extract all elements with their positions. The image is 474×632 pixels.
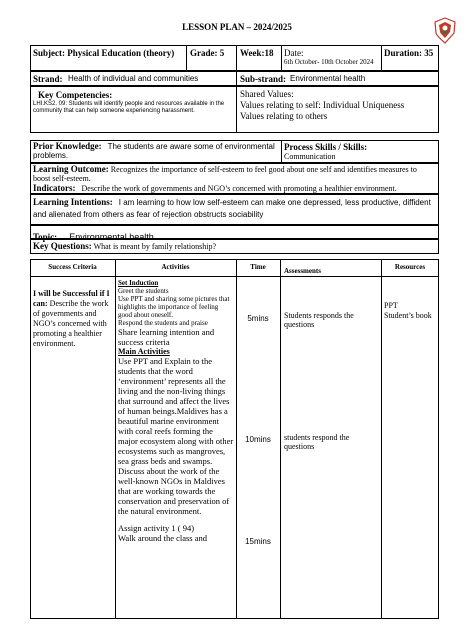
set-induction-line: Respond the students and praise bbox=[118, 319, 208, 327]
date-label: Date: bbox=[284, 48, 304, 58]
activities-cell bbox=[118, 279, 234, 543]
shared-values-self: Values relating to self: Individual Uniqueness bbox=[240, 100, 405, 110]
main-activities-title: Main Activities bbox=[118, 347, 170, 356]
indicators-label: Indicators: bbox=[33, 183, 76, 193]
assign-text: Assign activity 1 ( 94) bbox=[118, 523, 195, 533]
topic-value: Environmental health bbox=[69, 232, 154, 242]
header-time: Time bbox=[250, 263, 266, 271]
prior-knowledge-label: Prior Knowledge: bbox=[33, 141, 102, 151]
discuss-text: Discuss about the work of the well-known NGOs in Maldives that are working towards the conservation and preservation of the natural environment. bbox=[118, 466, 230, 516]
key-questions-value: What is meant by family relationship? bbox=[93, 242, 217, 251]
duration-label: Duration: 35 bbox=[384, 48, 434, 58]
resource-ppt: PPT bbox=[384, 301, 398, 310]
assessment-1: Students responds the questions bbox=[284, 311, 354, 329]
set-induction-line: Use PPT and sharing some pictures that highlights the importance of feeling good about oneself. bbox=[118, 295, 230, 319]
header-success-criteria: Success Criteria bbox=[48, 263, 97, 271]
indicators bbox=[33, 184, 435, 193]
process-skills-value: Communication bbox=[284, 152, 336, 161]
page-title: LESSON PLAN – 2024/2025 bbox=[182, 22, 292, 32]
prior-knowledge bbox=[33, 142, 278, 160]
learning-outcome-text: Recognizes the importance of self-esteem to feel good about one self and identifies measures to boost self-esteem. bbox=[33, 165, 417, 183]
shared-values-others: Values relating to others bbox=[240, 111, 328, 121]
learning-intentions-text: I am learning to how low self-esteem can make one depressed, less productive, diffident and alienated from others as fear of rejection obstructs sociability bbox=[33, 198, 431, 219]
time-3: 15mins bbox=[245, 537, 271, 546]
set-induction-title: Set Induction bbox=[118, 279, 159, 287]
strand-label: Strand: bbox=[33, 74, 63, 84]
time-2: 10mins bbox=[245, 435, 271, 444]
substrand-label: Sub-strand: bbox=[240, 74, 287, 84]
prior-knowledge-text: The students are aware some of environmental problems. bbox=[33, 142, 275, 160]
grade-label: Grade: 5 bbox=[190, 48, 225, 58]
week-label: Week:18 bbox=[240, 48, 274, 58]
header-activities: Activities bbox=[161, 263, 190, 271]
success-criteria-bold: I will be Successful if I can: bbox=[33, 289, 110, 308]
key-questions bbox=[33, 242, 216, 251]
date-value: 6th October- 10th October 2024 bbox=[284, 58, 374, 66]
learning-outcome-label: Learning Outcome: bbox=[33, 164, 109, 174]
learning-outcome bbox=[33, 165, 435, 183]
key-questions-label: Key Questions: bbox=[33, 241, 92, 251]
header-assessments: Assessments bbox=[284, 267, 321, 275]
time-1: 5mins bbox=[247, 314, 269, 323]
resource-book: Student’s book bbox=[384, 311, 432, 320]
topic-label: Topic: bbox=[33, 232, 58, 242]
walk-text: Walk around the class and bbox=[118, 533, 208, 543]
learning-intentions bbox=[33, 196, 435, 221]
assessment-2: students respond the questions bbox=[284, 433, 350, 451]
key-competencies-label: Key Competencies: bbox=[38, 90, 113, 100]
share-intention: Share learning intention and success criteria bbox=[118, 327, 215, 347]
indicators-text: Describe the work of governments and NGO’s concerned with promoting a healthier environment. bbox=[81, 184, 397, 193]
set-induction-line: Greet the students bbox=[118, 287, 169, 295]
header-resources: Resources bbox=[394, 263, 426, 271]
success-criteria-cell bbox=[33, 289, 113, 349]
success-criteria-text: Describe the work of governments and NGO’s concerned with promoting a healthier environment. bbox=[33, 299, 109, 348]
subject-label: Subject: Physical Education (theory) bbox=[33, 48, 175, 58]
substrand-value: Environmental health bbox=[290, 74, 366, 83]
strand-value: Health of individual and communities bbox=[68, 74, 199, 83]
shared-values-label: Shared Values: bbox=[240, 89, 294, 99]
key-competencies-text: LHI.KS2. 09: Students will identify people and resources available in the community that can help someone experiencing harassment. bbox=[33, 101, 225, 114]
process-skills-label: Process Skills / Skills: bbox=[284, 142, 368, 152]
main-activities-text: Use PPT and Explain to the students that the word ‘environment’ represents all the living and the non-living things that surround and affect the lives of human beings.Maldives has a beautiful marine environment with coral reefs forming the major ecosystem along with other ecosystems such as mangroves, sea grass beds and swamps. bbox=[118, 356, 234, 466]
learning-intentions-label: Learning Intentions: bbox=[33, 197, 113, 207]
